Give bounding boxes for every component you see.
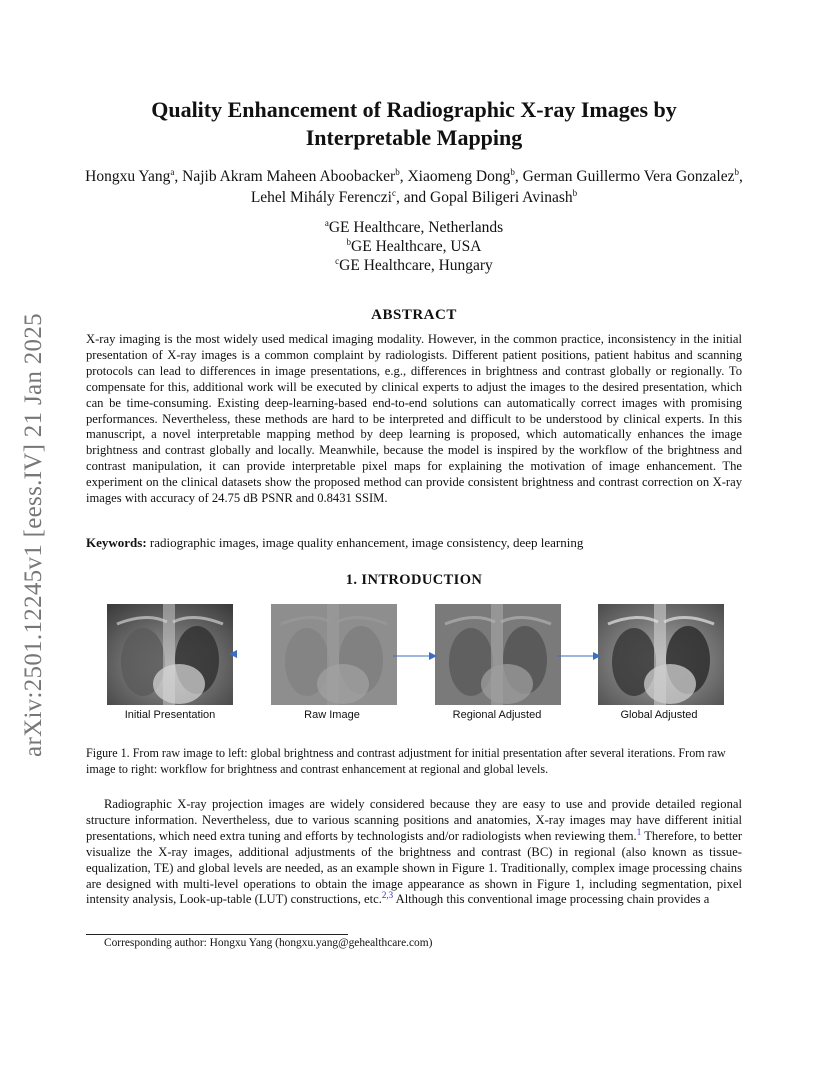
keywords: [86, 535, 742, 551]
author-separator: , and: [396, 189, 431, 206]
panel-label-regional-adjusted: Regional Adjusted: [452, 709, 542, 721]
panel-label-initial-presentation: Initial Presentation: [124, 709, 216, 721]
citation-link-2-3[interactable]: 2,3: [381, 890, 394, 901]
panel-label-global-adjusted: Global Adjusted: [620, 709, 698, 721]
title-line-2: Interpretable Mapping: [305, 125, 523, 150]
author-5-affil: c: [392, 187, 396, 198]
panel-label-raw-image: Raw Image: [304, 709, 360, 721]
author-separator: ,: [514, 168, 523, 185]
author-2-affil: b: [395, 166, 400, 177]
body-text-part-3: Although this conventional image processing chain provides a: [393, 892, 710, 907]
xray-initial-presentation-image: [107, 604, 233, 705]
keywords-list: radiographic images, image quality enhancement, image consistency, deep learning: [149, 535, 584, 550]
xray-regional-adjusted-image: [435, 604, 561, 705]
affiliation-a-marker: a: [324, 217, 329, 228]
body-text-part-1: Radiographic X-ray projection images are widely considered because they are easy to use and provide detailed regional structure information. Nevertheless, due to various scanning positions and anatomies, X-ray images may have different initial presentations, which need extra tuning and efforts by technologists and/or radiologists when reviewing them.: [86, 797, 742, 843]
paper-title: [80, 96, 748, 152]
affiliation-b-text: GE Healthcare, USA: [351, 238, 482, 255]
introduction-paragraph: [86, 797, 742, 908]
keywords-label: Keywords:: [86, 535, 147, 550]
arrow-left-icon: [229, 649, 241, 659]
title-line-1: Quality Enhancement of Radiographic X-ray Images by: [151, 97, 677, 122]
author-6: Gopal Biligeri Avinash: [430, 189, 573, 206]
author-6-affil: b: [572, 187, 578, 198]
author-2: Najib Akram Maheen Aboobacker: [182, 168, 396, 185]
author-5: Lehel Mihály Ferenczi: [250, 189, 392, 206]
author-1: Hongxu Yang: [85, 168, 171, 185]
affiliation-c: [80, 256, 748, 275]
author-list: [80, 166, 748, 208]
affiliation-a: [80, 218, 748, 237]
author-4: German Guillermo Vera Gonzalez: [522, 168, 735, 185]
author-separator: ,: [174, 168, 183, 185]
arrow-right-icon: [557, 651, 601, 661]
abstract-heading: ABSTRACT: [371, 307, 457, 323]
author-4-affil: b: [734, 166, 739, 177]
author-3-affil: b: [510, 166, 515, 177]
arxiv-stamp-text: arXiv:2501.12245v1 [eess.IV] 21 Jan 2025: [20, 313, 47, 757]
author-1-affil: a: [170, 166, 175, 177]
author-separator: ,: [399, 168, 408, 185]
corresponding-author-footnote: Corresponding author: Hongxu Yang (hongxu.yang@gehealthcare.com): [104, 937, 433, 949]
affiliation-b: [80, 237, 748, 256]
figure-1-caption: Figure 1. From raw image to left: global brightness and contrast adjustment for initial presentation after several iterations. From raw image to right: workflow for brightness and contrast enhancement at regional and global levels.: [86, 746, 726, 776]
xray-raw-image: [271, 604, 397, 705]
abstract-text: X-ray imaging is the most widely used medical imaging modality. However, in the common practice, inconsistency in the initial presentation of X-ray images is a common complaint by radiologists. Different patient positions, patient habitus and scanning protocols can lead to differences in image presentations, e.g., differences in brightness and contrast globally or regionally. To compensate for this, additional work will be executed by clinical experts to adjust the images to the desired presentation, which can be time-consuming. Existing deep-learning-based end-to-end solutions can automatically correct images with promising performances. Nevertheless, these methods are hard to be interpreted and difficult to be understood by clinical experts. In this manuscript, a novel interpretable mapping method by deep learning is proposed, which automatically enhances the image brightness and contrast globally and locally. Meanwhile, because the model is inspired by the workflow of the brightness and contrast manipulation, it can provide interpretable pixel maps for explaining the motivation of image enhancement. The experiment on the clinical datasets show the proposed method can provide consistent brightness and contrast correction on X-ray images with accuracy of 24.75 dB PSNR and 0.8431 SSIM.: [86, 332, 742, 506]
footnote-divider: [86, 934, 348, 935]
affiliation-list: [80, 218, 748, 275]
author-separator: ,: [739, 168, 743, 185]
xray-global-adjusted-image: [598, 604, 724, 705]
citation-link-1[interactable]: 1: [636, 826, 642, 837]
section-heading-introduction: 1. INTRODUCTION: [345, 572, 483, 588]
arrow-right-icon: [393, 651, 437, 661]
author-3: Xiaomeng Dong: [407, 168, 511, 185]
arxiv-identifier-stamp: [16, 290, 52, 780]
affiliation-c-text: GE Healthcare, Hungary: [339, 257, 493, 274]
affiliation-b-marker: b: [346, 236, 352, 247]
affiliation-c-marker: c: [335, 255, 340, 266]
body-text-part-2: Therefore, to better visualize the X-ray images, additional adjustments of the brightness and contrast (BC) in regional (also known as tissue-equalization, TE) and global levels are needed, as an example shown in Figure 1. Traditionally, complex image processing chains are designed with multi-level operations to obtain the image appearance as shown in Figure 1, including segmentation, pixel intensity analysis, Look-up-table (LUT) constructions, etc.: [86, 828, 743, 907]
affiliation-a-text: GE Healthcare, Netherlands: [328, 219, 504, 236]
